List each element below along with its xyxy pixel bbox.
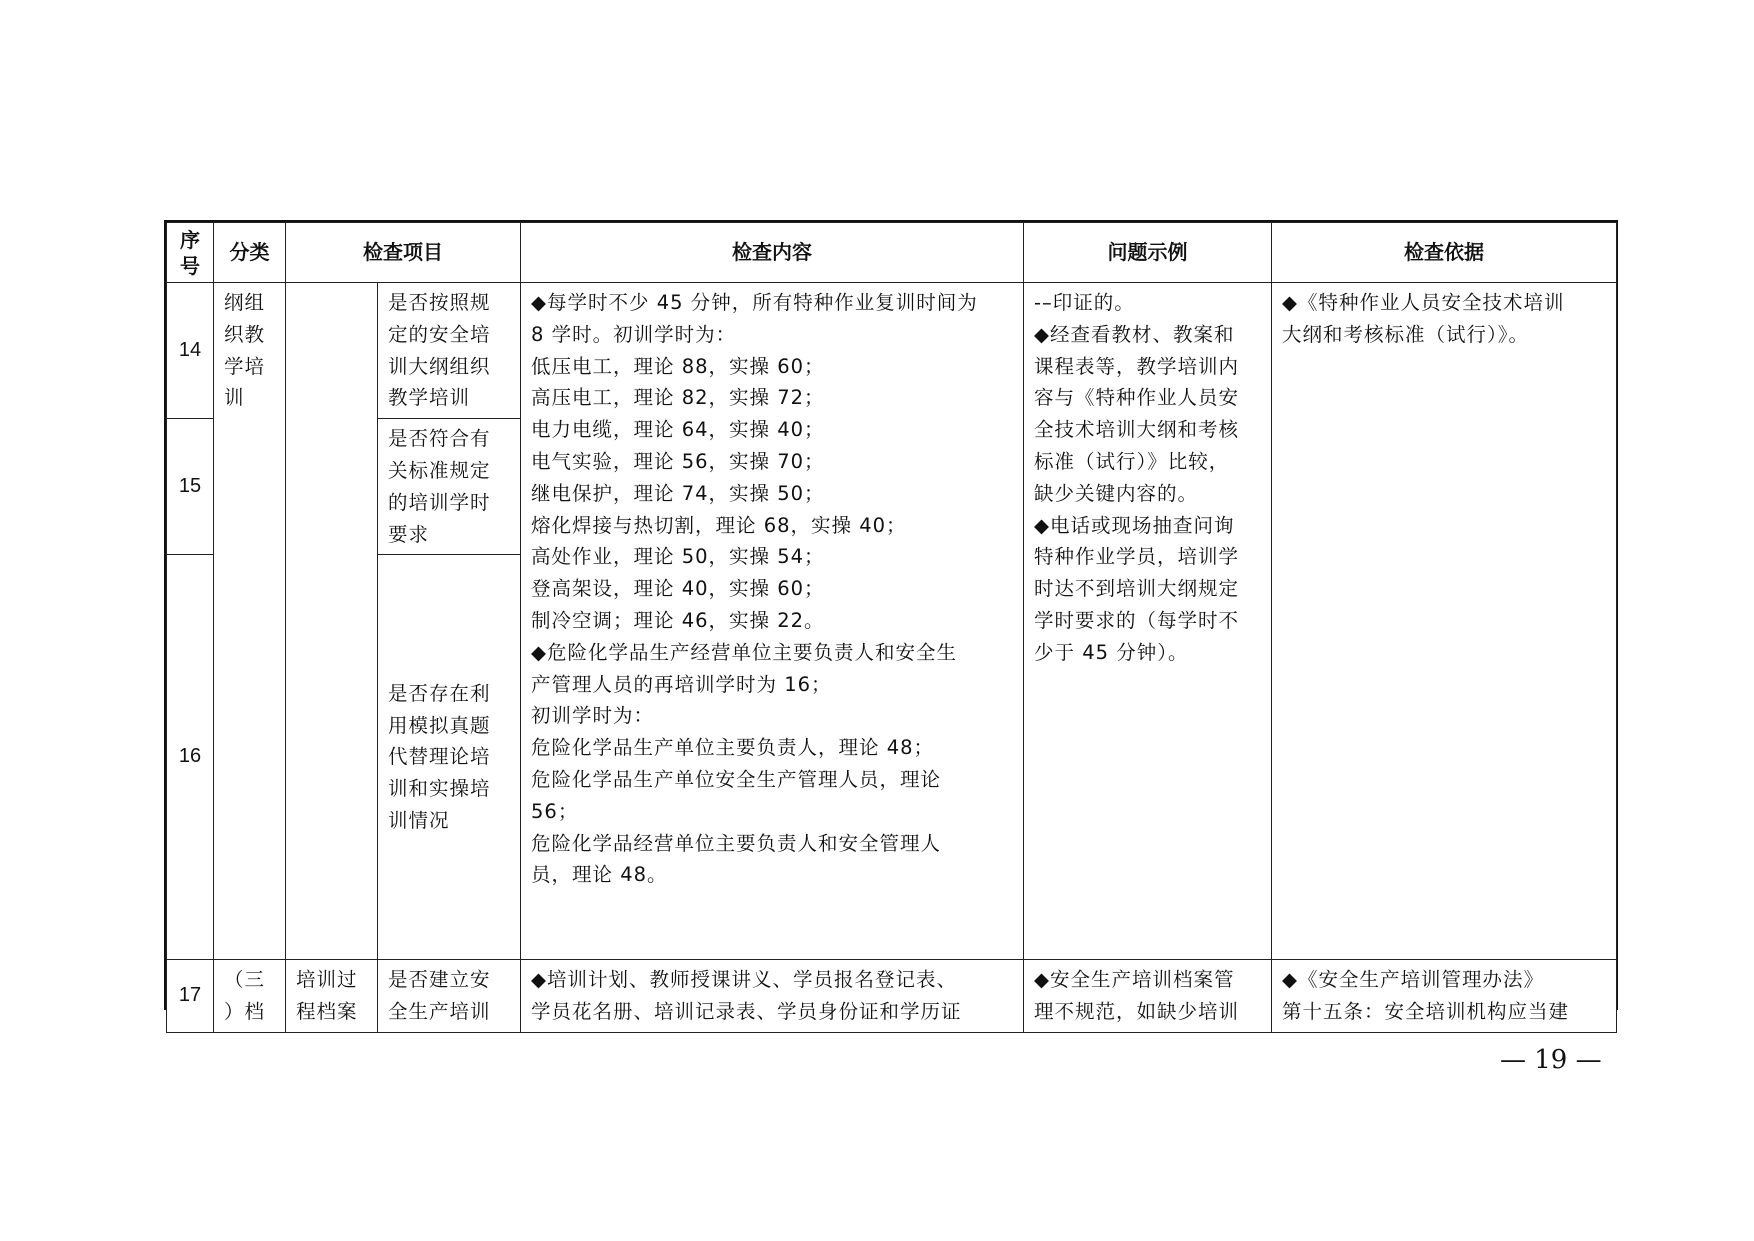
inspection-table-container [164,220,1618,1024]
item-cell: 是否建立安 全生产培训 [378,960,521,1033]
basis-cell: ◆《特种作业人员安全技术培训 大纲和考核标准（试行）》。 [1272,283,1617,960]
item-cell: 是否按照规 定的安全培 训大纲组织 教学培训 [378,283,521,419]
basis-cell: ◆《安全生产培训管理办法》 第十五条：安全培训机构应当建 [1272,960,1617,1033]
content-cell: ◆培训计划、教师授课讲义、学员报名登记表、 学员花名册、培训记录表、学员身份证和学历证 [521,960,1024,1033]
inspection-table [166,222,1617,1033]
row-number: 16 [167,555,214,960]
subcategory-cell [286,283,378,960]
example-cell: -–印证的。 ◆经查看教材、教案和 课程表等，教学培训内 容与《特种作业人员安 全技术培训大纲和考核 标准（试行）》比较， 缺少关键内容的。 ◆电话或现场抽查问询 特种作业学员，培训学 时达不到培训大纲规定 学时要求的（每学时不 少于 45 分钟）。 [1024,283,1272,960]
header-item: 检查项目 [286,223,521,283]
example-cell: ◆安全生产培训档案管 理不规范，如缺少培训 [1024,960,1272,1033]
header-category: 分类 [214,223,286,283]
header-content: 检查内容 [521,223,1024,283]
header-row [167,223,1617,283]
item-cell: 是否存在利 用模拟真题 代替理论培 训和实操培 训情况 [378,555,521,960]
row-number: 14 [167,283,214,419]
row-number: 17 [167,960,214,1033]
row-number: 15 [167,419,214,555]
subcategory-cell: 培训过 程档案 [286,960,378,1033]
header-example: 问题示例 [1024,223,1272,283]
table-row-17 [167,960,1617,1033]
category-cell: （三 ）档 [214,960,286,1033]
page-number: — 19 — [1500,1045,1602,1075]
content-cell: ◆每学时不少 45 分钟，所有特种作业复训时间为 8 学时。初训学时为： 低压电工，理论 88，实操 60； 高压电工，理论 82，实操 72； 电力电缆，理论 64，实操 40； 电气实验，理论 56，实操 70； 继电保护，理论 74，实操 50； 熔化焊接与热切割，理论 68，实操 40； 高处作业，理论 50，实操 54； 登高架设，理论 40，实操 60； 制冷空调；理论 46，实操 22。 ◆危险化学品生产经营单位主要负责人和安全生 产管理人员的再培训学时为 16； 初训学时为： 危险化学品生产单位主要负责人，理论 48； 危险化学品生产单位安全生产管理人员，理论 56； 危险化学品经营单位主要负责人和安全管理人 员，理论 48。 [521,283,1024,960]
item-cell: 是否符合有 关标准规定 的培训学时 要求 [378,419,521,555]
table-row-14 [167,283,1617,419]
header-seq: 序 号 [167,223,214,283]
category-cell: 纲组 织教 学培 训 [214,283,286,960]
header-basis: 检查依据 [1272,223,1617,283]
